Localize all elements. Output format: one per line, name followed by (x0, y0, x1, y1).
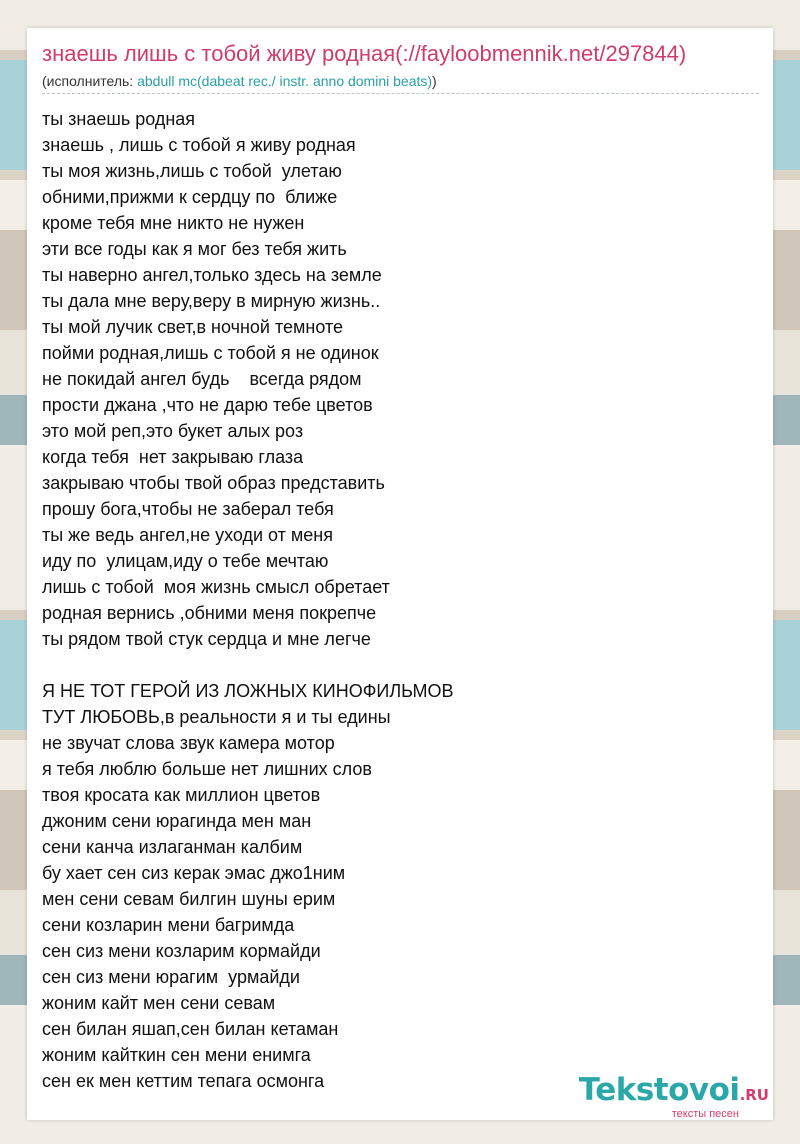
lyric-line: ты дала мне веру,веру в мирную жизнь.. (42, 291, 381, 311)
lyric-line: не звучат слова звук камера мотор (42, 733, 335, 753)
lyric-line: прошу бога,чтобы не заберал тебя (42, 499, 334, 519)
lyric-line: твоя кросата как миллион цветов (42, 785, 321, 805)
lyric-line: знаешь , лишь с тобой я живу родная (42, 135, 356, 155)
page-title: знаешь лишь с тобой живу родная(://fayloobmennik.net/297844) (42, 41, 687, 66)
lyric-line: ты рядом твой стук сердца и мне легче (42, 629, 371, 649)
lyric-line: ты знаешь родная (42, 109, 196, 129)
lyric-line (42, 652, 454, 678)
lyric-line: закрываю чтобы твой образ представить (42, 473, 385, 493)
lyric-line: сен ек мен кеттим тепага осмонга (42, 1071, 325, 1091)
lyric-line: бу хает сен сиз керак эмас джо1ним (42, 863, 346, 883)
artist-prefix: (исполнитель: (42, 73, 138, 89)
lyric-line: сени канча излаганман калбим (42, 837, 303, 857)
lyric-line: ты моя жизнь,лишь с тобой улетаю (42, 161, 342, 181)
lyric-line: ты же ведь ангел,не уходи от меня (42, 525, 333, 545)
lyric-line: когда тебя нет закрываю глаза (42, 447, 304, 467)
lyric-line: не покидай ангел будь всегда рядом (42, 369, 362, 389)
lyric-line: обними,прижми к сердцу по ближе (42, 187, 338, 207)
lyric-line: это мой реп,это букет алых роз (42, 421, 304, 441)
artist-line (42, 73, 437, 89)
lyric-line: кроме тебя мне никто не нужен (42, 213, 305, 233)
lyric-line: лишь с тобой моя жизнь смысл обретает (42, 577, 390, 597)
divider (42, 93, 759, 94)
lyric-line: сен билан яшап,сен билан кетаман (42, 1019, 339, 1039)
lyric-line: ты мой лучик свет,в ночной темноте (42, 317, 343, 337)
lyric-line: прости джана ,что не дарю тебе цветов (42, 395, 373, 415)
lyrics-text (42, 106, 454, 1094)
logo-name: Tekstovoi (578, 1072, 740, 1108)
lyric-line: эти все годы как я мог без тебя жить (42, 239, 347, 259)
lyric-line: мен сени севам билгин шуны ерим (42, 889, 336, 909)
artist-link[interactable]: abdull mc(dabeat rec./ instr. anno domini beats) (137, 73, 433, 89)
artist-suffix: ) (432, 73, 437, 89)
lyric-line: иду по улицам,иду о тебе мечтаю (42, 551, 329, 571)
lyric-line: сени козларин мени багримда (42, 915, 295, 935)
lyric-line: сен сиз мени козларим кормайди (42, 941, 321, 961)
lyric-line: ТУТ ЛЮБОВЬ,в реальности я и ты едины (42, 707, 391, 727)
lyric-line: жоним кайткин сен мени енимга (42, 1045, 311, 1065)
lyric-line: пойми родная,лишь с тобой я не одинок (42, 343, 379, 363)
logo-wordmark (579, 1073, 769, 1112)
site-logo[interactable] (579, 1073, 769, 1120)
lyric-line: ты наверно ангел,только здесь на земле (42, 265, 382, 285)
lyric-line: родная вернись ,обними меня покрепче (42, 603, 377, 623)
lyric-line: я тебя люблю больше нет лишних слов (42, 759, 372, 779)
lyric-line: жоним кайт мен сени севам (42, 993, 276, 1013)
logo-tagline: тексты песен (671, 1108, 739, 1120)
lyric-line: Я НЕ ТОТ ГЕРОЙ ИЗ ЛОЖНЫХ КИНОФИЛЬМОВ (42, 681, 454, 701)
lyric-line: джоним сени юрагинда мен ман (42, 811, 312, 831)
logo-tld: .RU (739, 1086, 769, 1104)
lyrics-sheet (27, 28, 773, 1120)
lyric-line: сен сиз мени юрагим урмайди (42, 967, 300, 987)
